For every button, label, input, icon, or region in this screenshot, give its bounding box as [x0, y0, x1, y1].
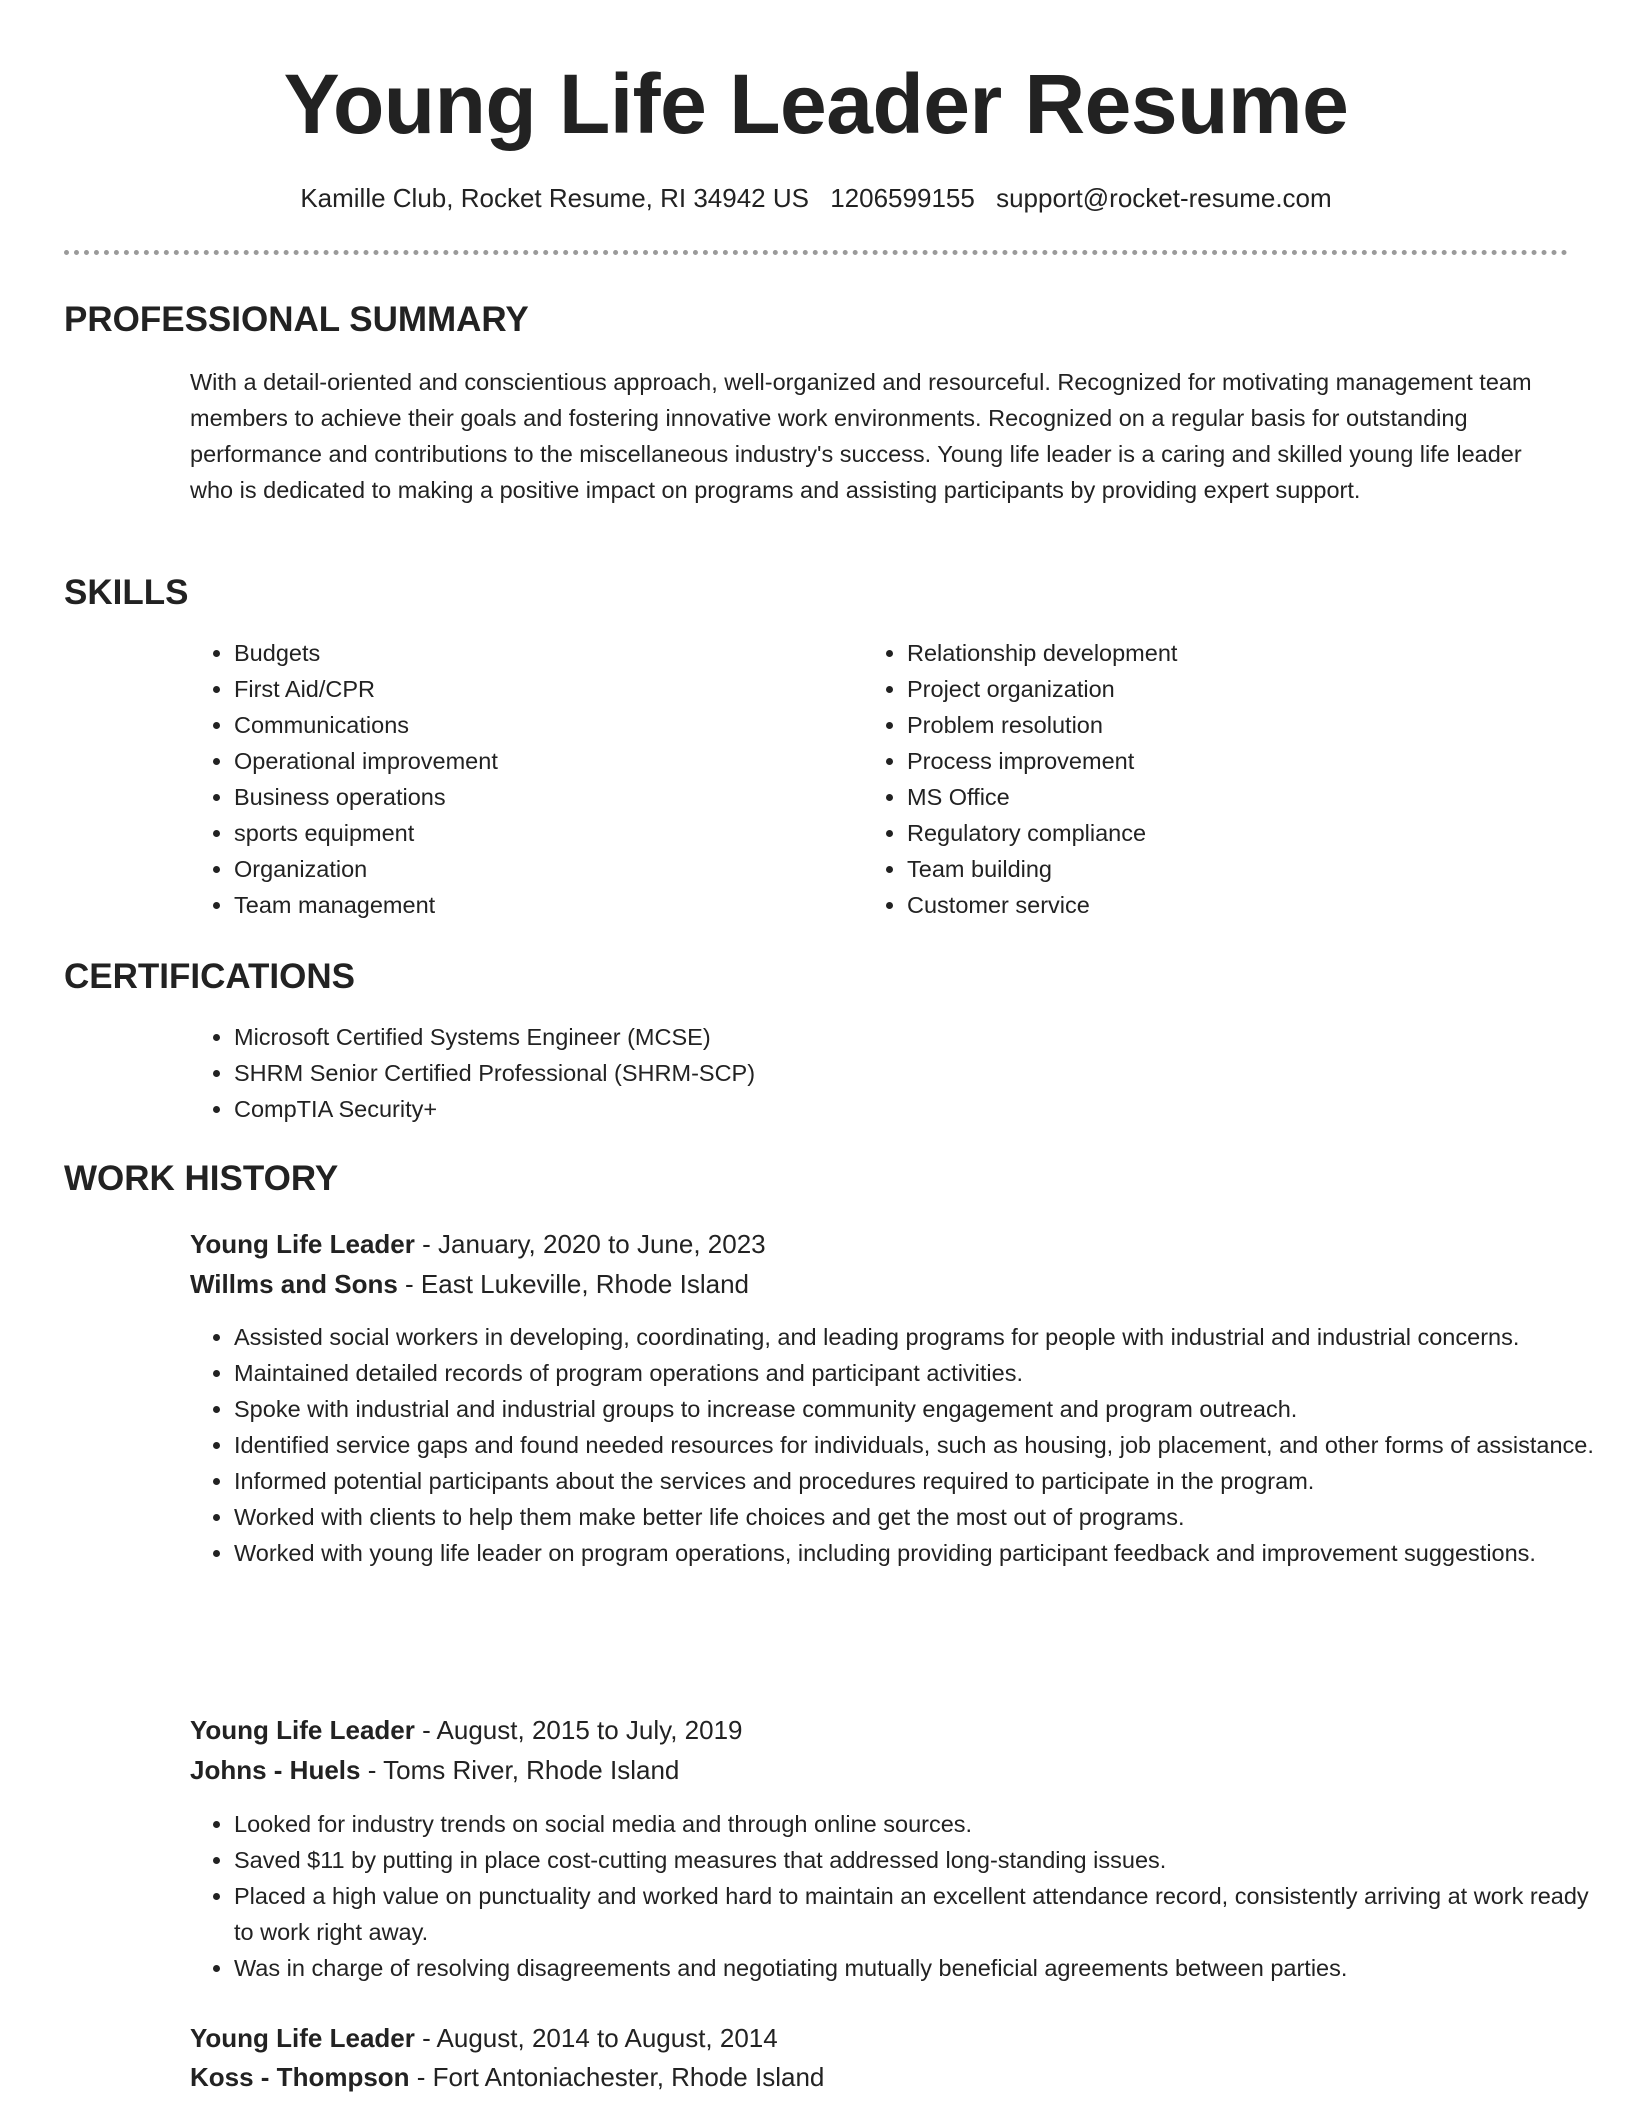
summary-text: With a detail-oriented and conscientious approach, well-organized and resourceful. Recognized for motivating management team members to achieve their goals and fostering innovative work environments. Recognized on a regular basis for outstanding performance and contributions to the miscellaneous industry's success. Young life leader is a caring and skilled young life leader who is dedicated to making a positive impact on programs and assisting participants by providing expert support.: [190, 369, 1532, 503]
job-bullets: [190, 1319, 1612, 1571]
certification-item: • Microsoft Certified Systems Engineer (MCSE): [234, 1019, 1612, 1055]
header-divider: [64, 250, 1568, 255]
skill-item: • Team management: [234, 887, 854, 923]
skill-item: • First Aid/CPR: [234, 671, 854, 707]
job-bullet: • Assisted social workers in developing, coordinating, and leading programs for people with industrial and industrial concerns.: [234, 1319, 1612, 1355]
contact-phone: 1206599155: [830, 183, 975, 213]
skill-item: • Regulatory compliance: [907, 815, 1527, 851]
skill-item: • Problem resolution: [907, 707, 1527, 743]
certifications-heading: CERTIFICATIONS: [64, 957, 356, 996]
job-bullet: • Looked for industry trends on social media and through online sources.: [234, 1806, 1612, 1842]
job-company-line: Johns - Huels - Toms River, Rhode Island: [190, 1755, 680, 1785]
skill-item: • Relationship development: [907, 635, 1527, 671]
job-title-line: Young Life Leader - January, 2020 to June, 2023: [190, 1229, 766, 1259]
job-bullet: • Saved $11 by putting in place cost-cutting measures that addressed long-standing issues.: [234, 1842, 1612, 1878]
certifications-list: [190, 1019, 1612, 1127]
certification-item: • SHRM Senior Certified Professional (SHRM-SCP): [234, 1055, 1612, 1091]
summary-heading: PROFESSIONAL SUMMARY: [64, 300, 529, 339]
job-location: Toms River, Rhode Island: [383, 1755, 680, 1785]
job-title-line: Young Life Leader - August, 2015 to July, 2019: [190, 1715, 743, 1745]
job-bullet: • Maintained detailed records of program operations and participant activities.: [234, 1355, 1612, 1391]
job-bullet: • Identified service gaps and found needed resources for individuals, such as housing, job placement, and other forms of assistance.: [234, 1427, 1612, 1463]
job-bullet: • Informed potential participants about the services and procedures required to participate in the program.: [234, 1463, 1612, 1499]
resume-title: Young Life Leader Resume: [283, 57, 1349, 151]
job-location: East Lukeville, Rhode Island: [420, 1269, 749, 1299]
job-title-line: Young Life Leader - August, 2014 to August, 2014: [190, 2023, 778, 2053]
job-bullet: • Placed a high value on punctuality and worked hard to maintain an excellent attendance record, consistently arriving at work ready to work right away.: [234, 1878, 1612, 1950]
skill-item: • Operational improvement: [234, 743, 854, 779]
job-dates: August, 2015 to July, 2019: [436, 1715, 743, 1745]
job-bullet: • Worked with young life leader on program operations, including providing participant feedback and improvement suggestions.: [234, 1535, 1612, 1571]
job-company-line: Willms and Sons - East Lukeville, Rhode Island: [190, 1269, 749, 1299]
job-bullet: • Worked with clients to help them make better life choices and get the most out of programs.: [234, 1499, 1612, 1535]
job-dates: August, 2014 to August, 2014: [436, 2023, 778, 2053]
job-company: Willms and Sons: [190, 1269, 398, 1299]
contact-address: Kamille Club, Rocket Resume, RI 34942 US: [300, 183, 809, 213]
job-company-line: Koss - Thompson - Fort Antoniachester, Rhode Island: [190, 2062, 825, 2092]
skill-item: • sports equipment: [234, 815, 854, 851]
contact-email: support@rocket-resume.com: [996, 183, 1332, 213]
skill-item: • Project organization: [907, 671, 1527, 707]
job-company: Koss - Thompson: [190, 2062, 410, 2092]
job-bullets: [190, 1806, 1612, 1986]
skills-list-right: [863, 635, 1527, 923]
job-bullet: • Was in charge of resolving disagreements and negotiating mutually beneficial agreements between parties.: [234, 1950, 1612, 1986]
skill-item: • Team building: [907, 851, 1527, 887]
job-title: Young Life Leader: [190, 1715, 415, 1745]
job-dates: January, 2020 to June, 2023: [437, 1229, 766, 1259]
skill-item: • MS Office: [907, 779, 1527, 815]
skill-item: • Customer service: [907, 887, 1527, 923]
job-location: Fort Antoniachester, Rhode Island: [432, 2062, 825, 2092]
skill-item: • Organization: [234, 851, 854, 887]
certification-item: • CompTIA Security+: [234, 1091, 1612, 1127]
skills-heading: SKILLS: [64, 573, 189, 612]
work-history-heading: WORK HISTORY: [64, 1159, 339, 1198]
job-bullet: • Spoke with industrial and industrial groups to increase community engagement and program outreach.: [234, 1391, 1612, 1427]
skill-item: • Business operations: [234, 779, 854, 815]
skills-list-left: [190, 635, 854, 923]
job-company: Johns - Huels: [190, 1755, 361, 1785]
skill-item: • Process improvement: [907, 743, 1527, 779]
skill-item: • Communications: [234, 707, 854, 743]
contact-line: [0, 178, 1632, 218]
job-title: Young Life Leader: [190, 2023, 415, 2053]
job-title: Young Life Leader: [190, 1229, 415, 1259]
skill-item: • Budgets: [234, 635, 854, 671]
